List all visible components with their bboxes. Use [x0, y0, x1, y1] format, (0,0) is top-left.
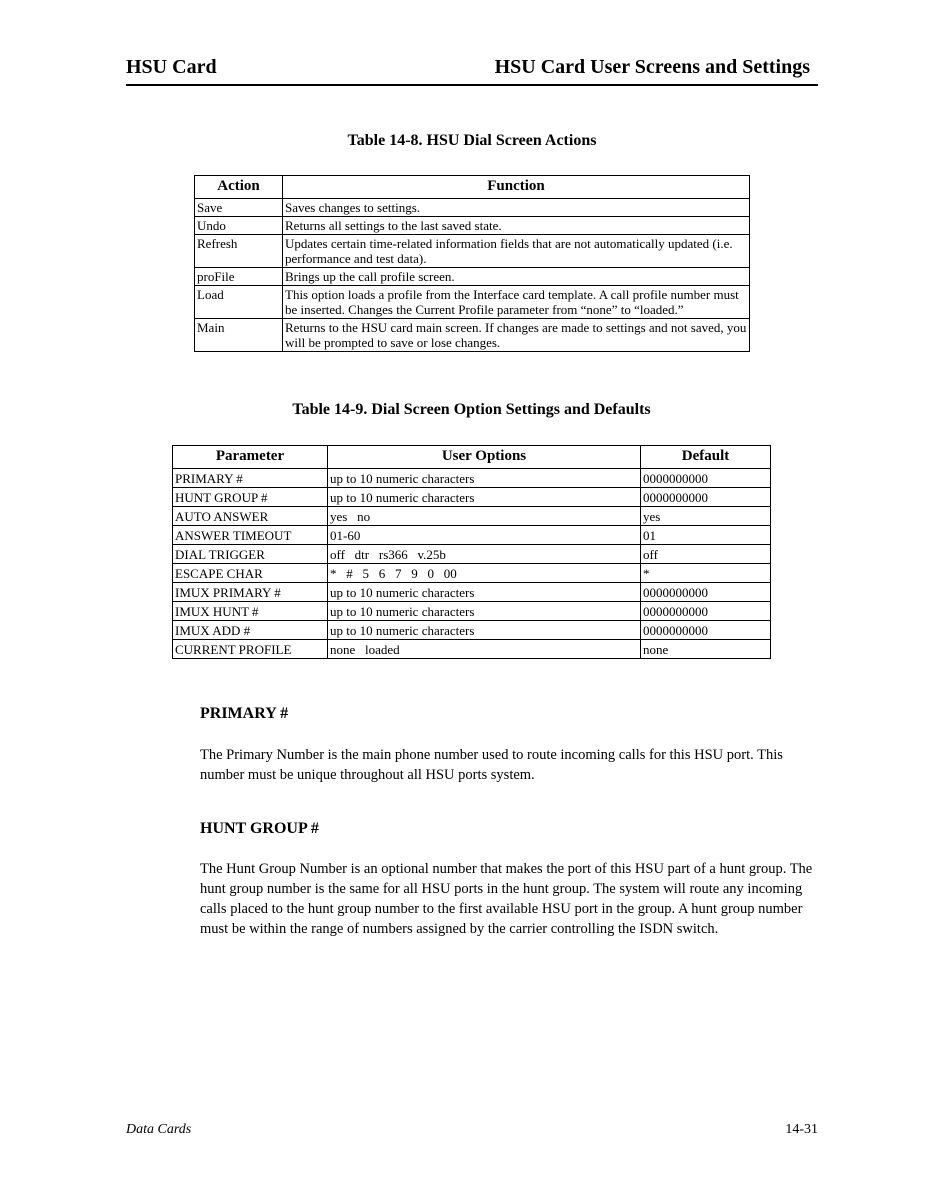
user-options-cell: up to 10 numeric characters [328, 621, 641, 640]
footer-section-name: Data Cards [126, 1122, 192, 1137]
user-options-cell: * # 5 6 7 9 0 00 [328, 564, 641, 583]
table-row [173, 640, 771, 659]
page-header [126, 54, 818, 86]
default-cell: 0000000000 [641, 488, 771, 507]
user-options-cell: none loaded [328, 640, 641, 659]
default-cell: none [641, 640, 771, 659]
action-cell: proFile [195, 268, 283, 286]
table-row [173, 583, 771, 602]
table-row [195, 268, 750, 286]
table-row [173, 564, 771, 583]
user-options-cell: up to 10 numeric characters [328, 583, 641, 602]
table-row [195, 319, 750, 352]
user-options-cell: yes no [328, 507, 641, 526]
default-cell: off [641, 545, 771, 564]
action-cell: Load [195, 286, 283, 319]
function-cell: Returns all settings to the last saved state. [283, 217, 750, 235]
default-cell: 0000000000 [641, 469, 771, 488]
default-cell: 01 [641, 526, 771, 545]
table-header-row [173, 446, 771, 469]
section-text-hunt-group: The Hunt Group Number is an optional number that makes the port of this HSU part of a hunt group. The hunt group number is the same for all HSU ports in the hunt group. The system will route any incoming calls placed to the hunt group number to the first available HSU port in the group. A hunt group number must be within the range of numbers assigned by the carrier controlling the ISDN switch. [200, 861, 813, 937]
column-header-function: Function [283, 176, 750, 199]
parameter-cell: PRIMARY # [173, 469, 328, 488]
section-title-hunt-group: HUNT GROUP # [200, 820, 319, 837]
column-header-action: Action [195, 176, 283, 199]
table-row [173, 469, 771, 488]
default-cell: * [641, 564, 771, 583]
action-cell: Save [195, 199, 283, 217]
action-cell: Undo [195, 217, 283, 235]
table-row [195, 199, 750, 217]
parameter-cell: DIAL TRIGGER [173, 545, 328, 564]
section-text-primary: The Primary Number is the main phone number used to route incoming calls for this HSU port. This number must be unique throughout all HSU ports system. [200, 747, 783, 783]
table-row [173, 602, 771, 621]
table-row [173, 488, 771, 507]
column-header-parameter: Parameter [173, 446, 328, 469]
table2-caption: Table 14-9. Dial Screen Option Settings and Defaults [292, 401, 651, 418]
default-cell: 0000000000 [641, 621, 771, 640]
header-right-title: HSU Card User Screens and Settings [494, 56, 810, 78]
action-cell: Refresh [195, 235, 283, 268]
parameter-cell: IMUX PRIMARY # [173, 583, 328, 602]
parameter-cell: HUNT GROUP # [173, 488, 328, 507]
parameter-cell: IMUX ADD # [173, 621, 328, 640]
table-row [173, 526, 771, 545]
parameter-cell: CURRENT PROFILE [173, 640, 328, 659]
dial-screen-options-table [172, 445, 771, 659]
parameter-cell: AUTO ANSWER [173, 507, 328, 526]
function-cell: Returns to the HSU card main screen. If changes are made to settings and not saved, you will be prompted to save or lose changes. [283, 319, 750, 352]
action-cell: Main [195, 319, 283, 352]
table-row [195, 286, 750, 319]
table1-caption: Table 14-8. HSU Dial Screen Actions [347, 132, 597, 149]
user-options-cell: up to 10 numeric characters [328, 602, 641, 621]
table-row [195, 235, 750, 268]
function-cell: Brings up the call profile screen. [283, 268, 750, 286]
parameter-cell: ESCAPE CHAR [173, 564, 328, 583]
table-row [173, 621, 771, 640]
column-header-user-options: User Options [328, 446, 641, 469]
table-row [195, 217, 750, 235]
default-cell: 0000000000 [641, 602, 771, 621]
function-cell: This option loads a profile from the Interface card template. A call profile number must be inserted. Changes the Current Profile parameter from “none” to “loaded.” [283, 286, 750, 319]
user-options-cell: up to 10 numeric characters [328, 488, 641, 507]
column-header-default: Default [641, 446, 771, 469]
table-row [173, 545, 771, 564]
function-cell: Saves changes to settings. [283, 199, 750, 217]
footer-page-number: 14-31 [785, 1122, 818, 1137]
default-cell: yes [641, 507, 771, 526]
user-options-cell: up to 10 numeric characters [328, 469, 641, 488]
default-cell: 0000000000 [641, 583, 771, 602]
user-options-cell: 01-60 [328, 526, 641, 545]
dial-screen-actions-table [194, 175, 750, 352]
parameter-cell: ANSWER TIMEOUT [173, 526, 328, 545]
parameter-cell: IMUX HUNT # [173, 602, 328, 621]
section-title-primary: PRIMARY # [200, 705, 289, 722]
header-left-title: HSU Card [126, 56, 217, 78]
table-row [173, 507, 771, 526]
table-header-row [195, 176, 750, 199]
function-cell: Updates certain time-related information fields that are not automatically updated (i.e. performance and test data). [283, 235, 750, 268]
user-options-cell: off dtr rs366 v.25b [328, 545, 641, 564]
